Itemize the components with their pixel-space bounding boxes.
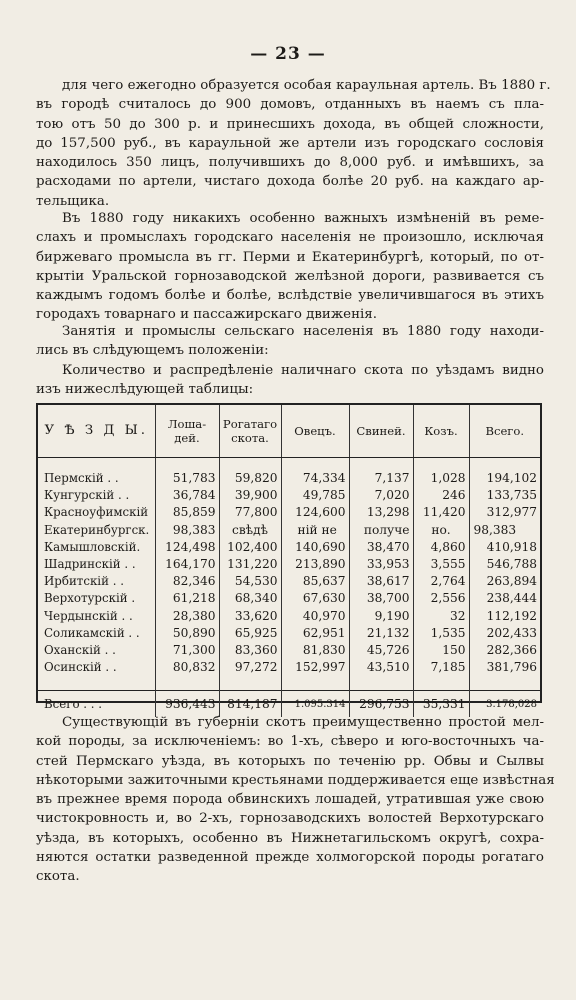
- cell-cattle: 33,620: [219, 608, 281, 625]
- cell-cattle: 54,530: [219, 573, 281, 590]
- cell-total: 202,433: [486, 625, 537, 640]
- cell-goats: 2,764: [413, 573, 469, 590]
- table-header-row: [38, 405, 540, 458]
- cell-district: Пермскій . .: [38, 470, 155, 487]
- cell-horses: 80,832: [155, 659, 219, 676]
- text-line: скота.: [36, 869, 80, 885]
- text-line: биржеваго промысла въ гг. Перми и Екатеринбургѣ, который, по от-: [36, 249, 544, 265]
- table-row: [38, 487, 540, 504]
- cell-total: 238,444: [486, 591, 537, 606]
- header-district: У Ѣ З Д Ы.: [38, 405, 155, 458]
- cell-cattle: 97,272: [219, 659, 281, 676]
- text-line: чистокровность и, во 2-хъ, горнозаводскихъ волостей Верхотурскаго: [36, 811, 544, 827]
- table-row: [38, 608, 540, 625]
- cell-sheep: 67,630: [281, 590, 349, 607]
- cell-goats: 2,556: [413, 590, 469, 607]
- text-line: няются остатки разведенной прежде холмогорской породы рогатаго: [36, 850, 544, 866]
- cell-pigs: 45,726: [349, 642, 413, 659]
- cell-district: Ирбитскій . .: [38, 573, 155, 590]
- cell-horses: 82,346: [155, 573, 219, 590]
- total-total: 3.178,028: [469, 691, 540, 718]
- paragraph-livestock-intro: [36, 361, 544, 400]
- cell-pigs: 38,700: [349, 590, 413, 607]
- total-pigs: 296,753: [349, 691, 413, 718]
- cell-total: 546,788: [486, 557, 537, 572]
- cell-horses: 124,498: [155, 539, 219, 556]
- text-line: Занятія и промыслы сельскаго населенія въ 1880 году находи-: [62, 324, 544, 339]
- paragraph-guard-artel: [36, 76, 551, 211]
- text-line: находилось 350 лицъ, получившихъ до 8,000 руб. и имѣвшихъ, за: [36, 155, 544, 171]
- text-line: до 157,500 руб., въ караульной же артели изъ городскаго сословія: [36, 135, 544, 151]
- cell-cattle: 77,800: [219, 504, 281, 521]
- cell-district: Оханскій . .: [38, 642, 155, 659]
- table-row: [38, 590, 540, 607]
- text-line: каждымъ годомъ болѣе и болѣе, вслѣдствіе увеличившагося въ этихъ: [36, 288, 544, 304]
- cell-cattle: 102,400: [219, 539, 281, 556]
- cell-total: 282,366: [486, 642, 537, 657]
- text-line: городахъ товарнаго и пассажирскаго движенія.: [36, 307, 378, 323]
- cell-horses: 50,890: [155, 625, 219, 642]
- cell-goats: 32: [413, 608, 469, 625]
- cell-goats: 4,860: [413, 539, 469, 556]
- cell-total: 381,796: [486, 660, 537, 675]
- table-row: [38, 642, 540, 659]
- header-cattle: Рогатаго скота.: [219, 405, 281, 458]
- cell-pigs: получе: [349, 522, 413, 539]
- table-row: [38, 504, 540, 521]
- cell-pigs: 9,190: [349, 608, 413, 625]
- paragraph-breeds: [36, 713, 555, 887]
- cell-goats: но.: [413, 522, 469, 539]
- cell-sheep: 140,690: [281, 539, 349, 556]
- paragraph-rural-occupations: [36, 322, 544, 361]
- cell-district: Осинскій . .: [38, 659, 155, 676]
- cell-sheep: 85,637: [281, 573, 349, 590]
- cell-pigs: 7,020: [349, 487, 413, 504]
- cell-cattle: 39,900: [219, 487, 281, 504]
- cell-pigs: 38,470: [349, 539, 413, 556]
- text-line: Въ 1880 году никакихъ особенно важныхъ измѣненій въ реме-: [62, 211, 544, 226]
- text-line: изъ нижеслѣдующей таблицы:: [36, 382, 254, 398]
- cell-total: 133,735: [486, 488, 537, 503]
- cell-cattle: 65,925: [219, 625, 281, 642]
- cell-sheep: 213,890: [281, 556, 349, 573]
- header-pigs: Свиней.: [349, 405, 413, 458]
- text-line: въ городѣ считалось до 900 домовъ, отданныхъ въ наемъ съ пла-: [36, 97, 544, 113]
- cell-cattle: свѣдѣ: [219, 522, 281, 539]
- total-horses: 936,443: [155, 691, 219, 718]
- cell-cattle: 131,220: [219, 556, 281, 573]
- cell-horses: 28,380: [155, 608, 219, 625]
- text-line: крытіи Уральской горнозаводской желѣзной дороги, развивается съ: [36, 268, 544, 284]
- paragraph-crafts: [36, 209, 544, 325]
- cell-pigs: 43,510: [349, 659, 413, 676]
- cell-goats: 3,555: [413, 556, 469, 573]
- table-row: [38, 659, 540, 676]
- cell-goats: 7,185: [413, 659, 469, 676]
- total-district: Всего . . .: [38, 691, 155, 718]
- cell-sheep: 152,997: [281, 659, 349, 676]
- header-horses: Лоша-дей.: [155, 405, 219, 458]
- table-row: [38, 556, 540, 573]
- cell-pigs: 7,137: [349, 470, 413, 487]
- cell-total: 98,383: [473, 522, 517, 537]
- cell-sheep: 49,785: [281, 487, 349, 504]
- text-line: тельщика.: [36, 193, 110, 209]
- table-row: [38, 625, 540, 642]
- header-total: Всего.: [469, 405, 540, 458]
- text-line: нѣкоторыми зажиточными крестьянами поддерживается еще извѣстная: [36, 772, 555, 788]
- header-goats: Козъ.: [413, 405, 469, 458]
- cell-district: Верхотурскій .: [38, 590, 155, 607]
- header-sheep: Овецъ.: [281, 405, 349, 458]
- table-row: [38, 470, 540, 487]
- cell-goats: 1,535: [413, 625, 469, 642]
- cell-sheep: ній не: [281, 522, 349, 539]
- cell-total: 263,894: [486, 574, 537, 589]
- cell-district: Кунгурскій . .: [38, 487, 155, 504]
- cell-sheep: 40,970: [281, 608, 349, 625]
- text-line: Существующій въ губерніи скотъ преимущественно простой мел-: [62, 715, 544, 730]
- cell-goats: 11,420: [413, 504, 469, 521]
- cell-horses: 36,784: [155, 487, 219, 504]
- cell-sheep: 74,334: [281, 470, 349, 487]
- cell-pigs: 33,953: [349, 556, 413, 573]
- cell-goats: 1,028: [413, 470, 469, 487]
- text-line: для чего ежегодно образуется особая караульная артель. Въ 1880 г.: [62, 78, 551, 93]
- total-sheep: 1.095.314: [281, 691, 349, 718]
- page-number: — 23 —: [250, 44, 326, 64]
- text-line: расходами по артели, чистаго дохода болѣе 20 руб. на каждаго ар-: [36, 174, 544, 190]
- cell-cattle: 68,340: [219, 590, 281, 607]
- cell-district: Камышловскій.: [38, 539, 155, 556]
- cell-total: 112,192: [486, 608, 537, 623]
- text-line: стей Пермскаго уѣзда, въ которыхъ по теченію рр. Обвы и Сылвы: [36, 753, 544, 769]
- table-row: [38, 522, 540, 539]
- cell-horses: 51,783: [155, 470, 219, 487]
- spacer-row: [38, 458, 540, 471]
- cell-cattle: 59,820: [219, 470, 281, 487]
- cell-pigs: 13,298: [349, 504, 413, 521]
- text-line: въ прежнее время порода обвинскихъ лошадей, утратившая уже свою: [36, 792, 544, 808]
- cell-district: Шадринскій . .: [38, 556, 155, 573]
- text-line: кой породы, за исключеніемъ: во 1-хъ, сѣверо и юго-восточныхъ ча-: [36, 734, 544, 750]
- cell-total: 194,102: [486, 471, 537, 486]
- spacer-row: [38, 676, 540, 691]
- text-line: Количество и распредѣленіе наличнаго скота по уѣздамъ видно: [62, 363, 544, 378]
- text-line: уѣзда, въ которыхъ, особенно въ Нижнетагильскомъ округѣ, сохра-: [36, 830, 544, 846]
- cell-horses: 71,300: [155, 642, 219, 659]
- cell-pigs: 21,132: [349, 625, 413, 642]
- table-row: [38, 539, 540, 556]
- cell-district: Екатеринбургск.: [38, 522, 155, 539]
- cell-horses: 164,170: [155, 556, 219, 573]
- livestock-table: [36, 403, 542, 711]
- table-row: [38, 573, 540, 590]
- cell-horses: 98,383: [155, 522, 219, 539]
- cell-horses: 61,218: [155, 590, 219, 607]
- cell-district: Чердынскій . .: [38, 608, 155, 625]
- text-line: слахъ и промыслахъ городскаго населенія не произошло, исключая: [36, 230, 544, 246]
- cell-sheep: 62,951: [281, 625, 349, 642]
- cell-district: Красноуфимскій: [38, 504, 155, 521]
- cell-total: 312,977: [486, 505, 537, 520]
- text-line: тою отъ 50 до 300 р. и принесшихъ дохода, въ общей сложности,: [36, 116, 544, 132]
- cell-horses: 85,859: [155, 504, 219, 521]
- cell-goats: 150: [413, 642, 469, 659]
- cell-goats: 246: [413, 487, 469, 504]
- cell-sheep: 81,830: [281, 642, 349, 659]
- cell-district: Соликамскій . .: [38, 625, 155, 642]
- total-cattle: 814,187: [219, 691, 281, 718]
- cell-sheep: 124,600: [281, 504, 349, 521]
- total-goats: 35,331: [413, 691, 469, 718]
- text-line: лись въ слѣдующемъ положеніи:: [36, 343, 269, 359]
- cell-pigs: 38,617: [349, 573, 413, 590]
- cell-cattle: 83,360: [219, 642, 281, 659]
- cell-total: 410,918: [486, 539, 537, 554]
